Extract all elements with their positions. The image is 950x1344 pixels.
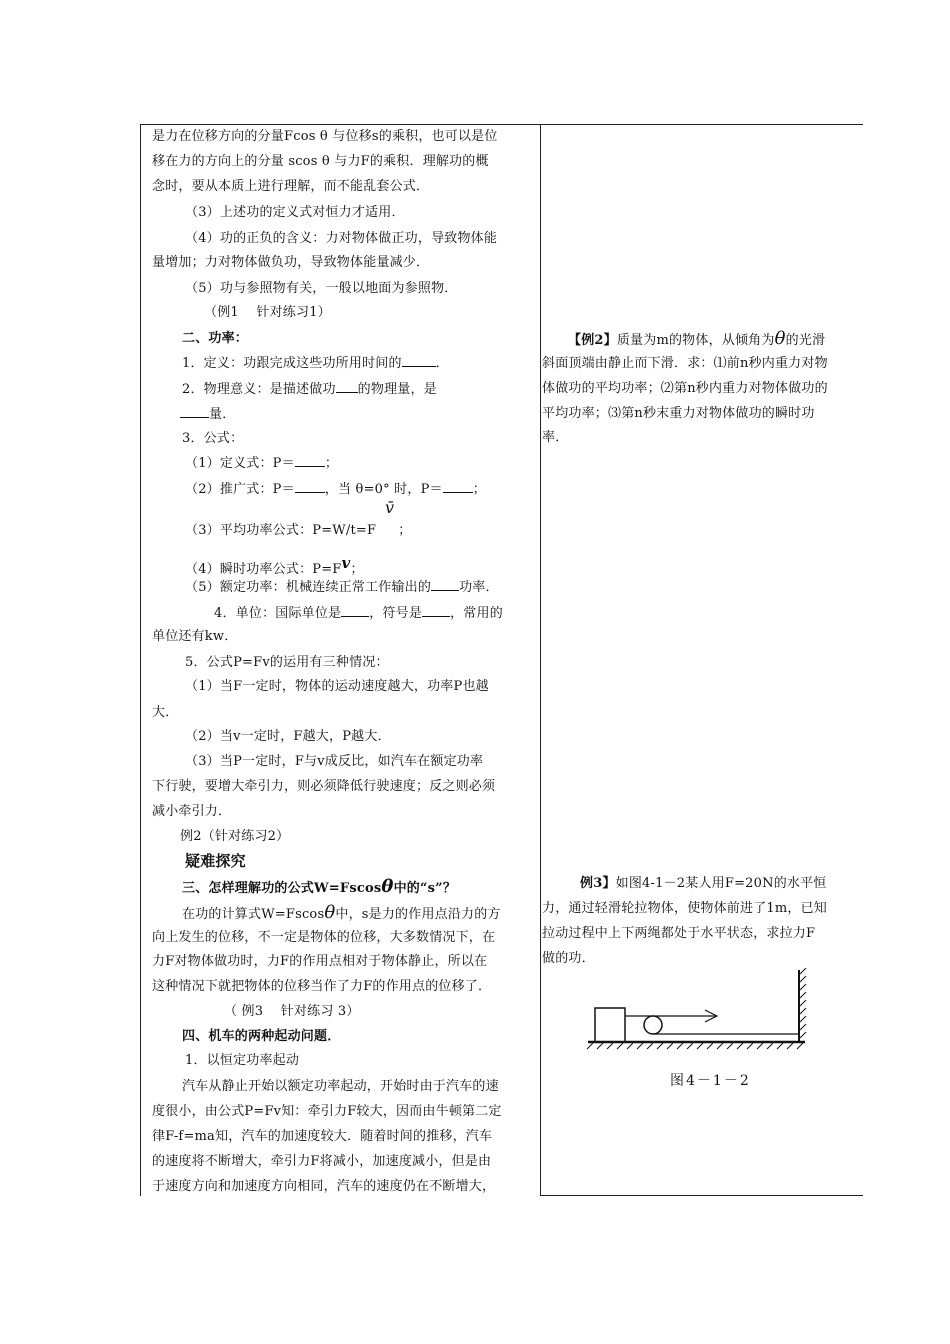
table-top-border: [140, 124, 863, 125]
text-line: （5）功与参照物有关，一般以地面为参照物．: [185, 281, 458, 296]
v-bar-symbol: v̄: [385, 498, 395, 517]
text-line: （3）上述功的定义式对恒力才适用．: [185, 205, 405, 220]
formula-line: （1）定义式：P＝ ；: [185, 456, 339, 471]
ground-surface: [587, 1042, 805, 1049]
text-line: 于速度方向和加速度方向相同，汽车的速度仍在不断增大，: [152, 1179, 496, 1194]
formula-line: （4）瞬时功率公式：P=Fv；: [185, 554, 364, 577]
section-title: 二、功率：: [182, 331, 249, 346]
text-line: （4）功的正负的含义：力对物体做正功，导致物体能: [185, 231, 498, 246]
example-2-line: 体做功的平均功率；⑵第n秒内重力对物体做功的: [542, 381, 828, 396]
section-title: 三、怎样理解功的公式W=Fscosθ中的“s”？: [182, 876, 457, 897]
text-line: 5．公式P=Fv的运用有三种情况：: [185, 655, 389, 670]
text-line: 在功的计算式W=Fscosθ中，s是力的作用点沿力的方: [182, 902, 501, 923]
text-line: （3）当P一定时，F与v成反比，如汽车在额定功率: [185, 754, 484, 769]
example-3-line: 力，通过轻滑轮拉物体，使物体前进了1m，已知: [542, 901, 827, 916]
text-line: （2）当v一定时，F越大，P越大．: [185, 729, 391, 744]
example-2-line: 【例2】质量为m的物体，从倾角为θ的光滑: [568, 328, 826, 349]
text-line: 力F对物体做功时，力F的作用点相对于物体静止，所以在: [152, 954, 488, 969]
text-line: 减小牵引力．: [152, 804, 232, 819]
blank: [402, 354, 436, 367]
text-line: 汽车从静止开始以额定功率起动，开始时由于汽车的速: [182, 1079, 499, 1094]
formula-line: （3）平均功率公式：P=W/t=F ；: [185, 523, 412, 538]
pulley-diagram: [583, 968, 813, 1058]
block: [595, 1008, 625, 1042]
example-reference: （例1 针对练习1）: [204, 305, 331, 320]
table-bottom-border-right: [540, 1195, 863, 1196]
example-3-label: 例3】: [580, 876, 616, 891]
text-line: 量增加；力对物体做负功，导致物体能量减少．: [152, 255, 430, 270]
blank: [443, 480, 473, 493]
section-title: 四、机车的两种起动问题．: [182, 1029, 341, 1044]
text-line: 这种情况下就把物体的位移当作了力F的作用点的位移了．: [152, 979, 492, 994]
text-line: 是力在位移方向的分量Fcos θ 与位移s的乘积，也可以是位: [152, 129, 498, 144]
example-2-label: 【例2】: [568, 333, 617, 348]
blank: [431, 578, 459, 591]
text-line: 律F-f=ma知，汽车的加速度较大．随着时间的推移，汽车: [152, 1129, 493, 1144]
text-line: 4．单位：国际单位是 ，符号是 ，常用的: [214, 606, 503, 621]
text-line: 向上发生的位移，不一定是物体的位移，大多数情况下，在: [152, 930, 496, 945]
text-line: 3．公式：: [182, 431, 244, 446]
text-line: 度很小，由公式P=Fv知：牵引力F较大，因而由牛顿第二定: [152, 1104, 502, 1119]
text-line: （1）当F一定时，物体的运动速度越大，功率P也越: [185, 679, 489, 694]
blank: [341, 604, 369, 617]
blank: [336, 380, 358, 393]
blank: [422, 604, 450, 617]
text-line: 量．: [152, 405, 235, 424]
text-line: 的速度将不断增大，牵引力F将减小，加速度减小，但是由: [152, 1154, 492, 1169]
blank: [180, 405, 209, 418]
text-line: 大．: [152, 705, 179, 720]
blank: [295, 480, 325, 493]
text-line: 1．以恒定功率起动: [185, 1053, 300, 1068]
text-line: 下行驶，要增大牵引力，则必须降低行驶速度；反之则必须: [152, 779, 496, 794]
section-title: 疑难探究: [185, 852, 246, 870]
example-3-line: 做的功．: [542, 951, 595, 966]
text-line: 1．定义：功跟完成这些功所用时间的 ．: [182, 356, 449, 371]
example-reference: 例2（针对练习2）: [180, 829, 290, 844]
table-left-border: [140, 124, 141, 1196]
formula-line: （2）推广式：P＝ ，当 θ=0° 时，P＝ ；: [185, 482, 486, 497]
example-2-line: 斜面顶端由静止而下滑．求：⑴前n秒内重力对物: [542, 356, 828, 371]
formula-line: （5）额定功率：机械连续正常工作输出的 功率．: [185, 580, 499, 595]
text-line: 移在力的方向上的分量 scos θ 与力F的乘积．理解功的概: [152, 154, 489, 169]
text-line: 念时，要从本质上进行理解，而不能乱套公式．: [152, 179, 430, 194]
pulley: [644, 1016, 662, 1034]
wall: [799, 968, 806, 1042]
figure-caption: 图4－1－2: [670, 1073, 751, 1089]
text-line: 2．物理意义：是描述做功 的物理量，是: [182, 382, 437, 397]
example-reference: （ 例3 针对练习 3）: [224, 1004, 360, 1019]
blank: [295, 454, 325, 467]
example-2-line: 率．: [542, 430, 569, 445]
example-3-line: 例3】如图4-1－2某人用F=20N的水平恒: [580, 876, 827, 891]
example-2-line: 平均功率；⑶第n秒末重力对物体做功的瞬时功: [542, 406, 815, 421]
text-line: 单位还有kw．: [152, 629, 238, 644]
example-3-line: 拉动过程中上下两绳都处于水平状态，求拉力F: [542, 926, 816, 941]
table-column-divider: [540, 124, 541, 1196]
